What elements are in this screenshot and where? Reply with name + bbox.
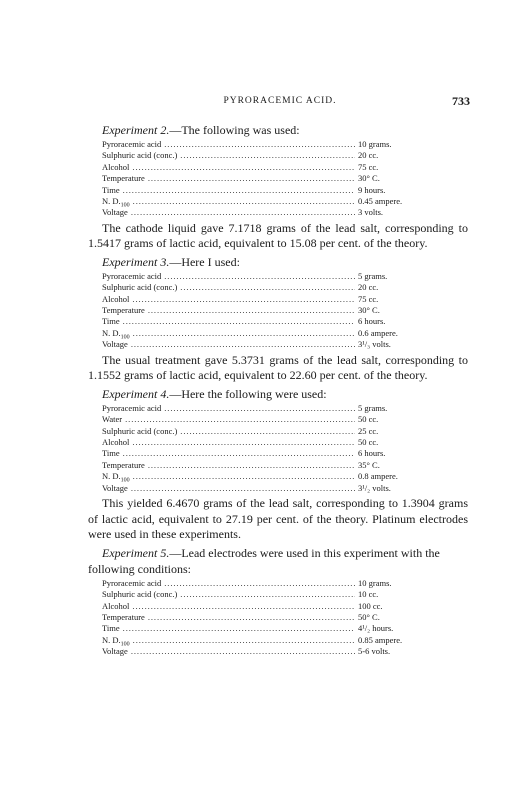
condition-row bbox=[102, 162, 420, 173]
conditions-table bbox=[102, 271, 420, 351]
condition-value: 5-6 volts. bbox=[358, 646, 391, 657]
condition-row bbox=[102, 448, 420, 459]
condition-row bbox=[102, 294, 420, 305]
condition-name bbox=[102, 471, 130, 482]
running-head bbox=[90, 94, 470, 110]
condition-value: 20 cc. bbox=[358, 150, 379, 161]
condition-row bbox=[102, 623, 420, 634]
condition-value: 3 volts. bbox=[358, 207, 384, 218]
condition-row bbox=[102, 305, 420, 316]
condition-name-text: Time bbox=[102, 184, 120, 195]
condition-name-text: Sulphuric acid (conc.) bbox=[102, 589, 178, 600]
dot-leader bbox=[125, 414, 355, 425]
dot-leader bbox=[123, 623, 355, 634]
condition-row bbox=[102, 316, 420, 327]
condition-name-text: Sulphuric acid (conc.) bbox=[102, 150, 178, 161]
condition-name-text: Voltage bbox=[102, 339, 128, 350]
condition-name bbox=[102, 437, 129, 448]
condition-name-text: Time bbox=[102, 316, 120, 327]
condition-value: 35° C. bbox=[358, 459, 380, 470]
condition-name-text: Time bbox=[102, 623, 120, 634]
condition-row bbox=[102, 426, 420, 437]
condition-name-text: Alcohol bbox=[102, 437, 130, 448]
condition-name-text: N. D. bbox=[102, 195, 121, 206]
condition-name-text: Voltage bbox=[102, 646, 128, 657]
dot-leader bbox=[180, 589, 355, 600]
dot-leader bbox=[132, 162, 355, 173]
condition-name bbox=[102, 173, 145, 184]
condition-name-text: Alcohol bbox=[102, 161, 130, 172]
condition-name-text: Water bbox=[102, 414, 123, 425]
dot-leader bbox=[133, 328, 355, 339]
condition-value: 10 grams. bbox=[358, 139, 392, 149]
experiment-intro: —Here the following were used: bbox=[169, 386, 327, 401]
condition-name-text: Sulphuric acid (conc.) bbox=[102, 425, 178, 436]
result-paragraph: This yielded 6.4670 grams of the lead salt, corresponding to 1.3904 grams of lactic acid, equivalent to 27.19 per cent. of the theory. Platinum electrodes were used in these experiments. bbox=[88, 495, 468, 542]
result-paragraph: The usual treatment gave 5.3731 grams of the lead salt, corresponding to 1.1552 grams of lactic acid, equivalent to 22.60 per cent. of the theory. bbox=[88, 352, 468, 383]
dot-leader bbox=[123, 448, 355, 459]
condition-value: 50° C. bbox=[358, 611, 380, 622]
condition-name bbox=[102, 623, 120, 634]
condition-row bbox=[102, 646, 420, 657]
dot-leader bbox=[180, 150, 355, 161]
condition-name-text: Alcohol bbox=[102, 293, 130, 304]
condition-name-text: Voltage bbox=[102, 207, 128, 218]
condition-name bbox=[102, 414, 122, 425]
condition-value: 100 cc. bbox=[358, 600, 383, 611]
condition-subscript: 100 bbox=[120, 202, 130, 209]
condition-row bbox=[102, 196, 420, 207]
dot-leader bbox=[148, 173, 355, 184]
condition-name-text: N. D. bbox=[102, 471, 121, 482]
condition-name bbox=[102, 305, 145, 316]
condition-value: 20 cc. bbox=[358, 282, 379, 293]
condition-name bbox=[102, 207, 128, 218]
body-text bbox=[88, 122, 468, 657]
conditions-table bbox=[102, 403, 420, 494]
condition-name-text: Pyroracemic acid bbox=[102, 402, 162, 413]
experiment-heading bbox=[88, 386, 468, 402]
experiment-heading bbox=[88, 122, 468, 138]
condition-row bbox=[102, 328, 420, 339]
result-paragraph: The cathode liquid gave 7.1718 grams of the lead salt, corresponding to 1.5417 grams of lactic acid, equivalent to 15.08 per cent. of the theory. bbox=[88, 220, 468, 251]
condition-name-text: Voltage bbox=[102, 482, 128, 493]
condition-value: 0.85 ampere. bbox=[358, 634, 403, 645]
dot-leader bbox=[180, 426, 355, 437]
condition-value: 25 cc. bbox=[358, 425, 379, 436]
condition-value: 5 grams. bbox=[358, 270, 388, 281]
condition-name bbox=[102, 460, 145, 471]
condition-row bbox=[102, 207, 420, 218]
condition-row bbox=[102, 601, 420, 612]
condition-name-text: Pyroracemic acid bbox=[102, 270, 162, 281]
condition-value: 0.8 ampere. bbox=[358, 471, 398, 482]
condition-name bbox=[102, 339, 128, 350]
condition-value: 30° C. bbox=[358, 305, 380, 316]
condition-name-text: Temperature bbox=[102, 459, 145, 470]
dot-leader bbox=[133, 471, 355, 482]
condition-name bbox=[102, 139, 161, 150]
condition-row bbox=[102, 403, 420, 414]
condition-row bbox=[102, 150, 420, 161]
condition-row bbox=[102, 578, 420, 589]
dot-leader bbox=[133, 196, 355, 207]
condition-name-text: Sulphuric acid (conc.) bbox=[102, 282, 178, 293]
dot-leader bbox=[164, 403, 355, 414]
experiment-label: Experiment 5. bbox=[102, 545, 170, 560]
condition-row bbox=[102, 173, 420, 184]
condition-name-text: Pyroracemic acid bbox=[102, 139, 162, 149]
condition-name bbox=[102, 426, 177, 437]
condition-row bbox=[102, 437, 420, 448]
condition-name-text: Temperature bbox=[102, 173, 145, 184]
dot-leader bbox=[133, 635, 355, 646]
condition-row bbox=[102, 635, 420, 646]
condition-name-text: Temperature bbox=[102, 305, 145, 316]
dot-leader bbox=[131, 483, 355, 494]
experiment-label: Experiment 3. bbox=[102, 254, 170, 269]
condition-value: 3¹/₃ volts. bbox=[358, 339, 391, 350]
dot-leader bbox=[131, 207, 355, 218]
experiment-heading bbox=[88, 254, 468, 270]
condition-name bbox=[102, 162, 129, 173]
experiment-label: Experiment 4. bbox=[102, 386, 170, 401]
condition-name bbox=[102, 601, 129, 612]
condition-value: 50 cc. bbox=[358, 437, 379, 448]
condition-name bbox=[102, 646, 128, 657]
dot-leader bbox=[148, 460, 355, 471]
condition-name bbox=[102, 635, 130, 646]
experiment-label: Experiment 2. bbox=[102, 123, 170, 137]
condition-value: 4¹/₂ hours. bbox=[358, 623, 394, 634]
condition-name bbox=[102, 271, 161, 282]
condition-row bbox=[102, 139, 420, 150]
dot-leader bbox=[164, 139, 355, 150]
condition-value: 10 cc. bbox=[358, 589, 379, 600]
dot-leader bbox=[123, 316, 355, 327]
dot-leader bbox=[148, 305, 355, 316]
condition-name-text: Pyroracemic acid bbox=[102, 577, 162, 588]
condition-row bbox=[102, 339, 420, 350]
condition-name-text: Time bbox=[102, 448, 120, 459]
condition-name bbox=[102, 612, 145, 623]
condition-name bbox=[102, 578, 161, 589]
condition-name-text: Alcohol bbox=[102, 600, 130, 611]
condition-row bbox=[102, 483, 420, 494]
condition-row bbox=[102, 589, 420, 600]
condition-row bbox=[102, 414, 420, 425]
condition-name bbox=[102, 589, 177, 600]
condition-row bbox=[102, 612, 420, 623]
page-number: 733 bbox=[452, 94, 470, 108]
condition-row bbox=[102, 471, 420, 482]
condition-value: 0.45 ampere. bbox=[358, 195, 403, 206]
condition-name bbox=[102, 282, 177, 293]
condition-subscript: 100 bbox=[120, 334, 130, 341]
dot-leader bbox=[148, 612, 355, 623]
condition-name bbox=[102, 150, 177, 161]
condition-value: 75 cc. bbox=[358, 161, 379, 172]
condition-name bbox=[102, 483, 128, 494]
experiment-intro: —Here I used: bbox=[169, 254, 240, 269]
condition-name bbox=[102, 403, 161, 414]
condition-name bbox=[102, 316, 120, 327]
condition-value: 6 hours. bbox=[358, 448, 386, 459]
experiment-intro: —The following was used: bbox=[169, 123, 300, 137]
condition-value: 30° C. bbox=[358, 173, 380, 184]
dot-leader bbox=[164, 578, 355, 589]
experiment-intro: —Lead electrodes were used in this experiment with the following conditions: bbox=[88, 545, 440, 576]
dot-leader bbox=[123, 185, 355, 196]
condition-row bbox=[102, 185, 420, 196]
condition-name-text: Temperature bbox=[102, 611, 145, 622]
condition-name-text: N. D. bbox=[102, 327, 121, 338]
condition-value: 9 hours. bbox=[358, 184, 386, 195]
dot-leader bbox=[131, 339, 355, 350]
dot-leader bbox=[180, 282, 355, 293]
condition-row bbox=[102, 271, 420, 282]
conditions-table bbox=[102, 139, 420, 219]
conditions-table bbox=[102, 578, 420, 658]
dot-leader bbox=[132, 437, 355, 448]
condition-value: 75 cc. bbox=[358, 293, 379, 304]
condition-name bbox=[102, 185, 120, 196]
condition-subscript: 100 bbox=[120, 477, 130, 484]
condition-value: 5 grams. bbox=[358, 402, 388, 413]
running-title: PYRORACEMIC ACID. bbox=[223, 96, 337, 106]
condition-value: 50 cc. bbox=[358, 414, 379, 425]
condition-name bbox=[102, 196, 130, 207]
condition-name bbox=[102, 328, 130, 339]
dot-leader bbox=[132, 601, 355, 612]
condition-value: 0.6 ampere. bbox=[358, 327, 398, 338]
condition-value: 3¹/₂ volts. bbox=[358, 482, 391, 493]
condition-subscript: 100 bbox=[120, 641, 130, 648]
condition-name bbox=[102, 448, 120, 459]
condition-name-text: N. D. bbox=[102, 634, 121, 645]
dot-leader bbox=[164, 271, 355, 282]
experiment-heading bbox=[88, 545, 468, 577]
dot-leader bbox=[132, 294, 355, 305]
dot-leader bbox=[131, 646, 355, 657]
condition-value: 6 hours. bbox=[358, 316, 386, 327]
condition-name bbox=[102, 294, 129, 305]
condition-row bbox=[102, 282, 420, 293]
condition-value: 10 grams. bbox=[358, 577, 392, 588]
condition-row bbox=[102, 460, 420, 471]
